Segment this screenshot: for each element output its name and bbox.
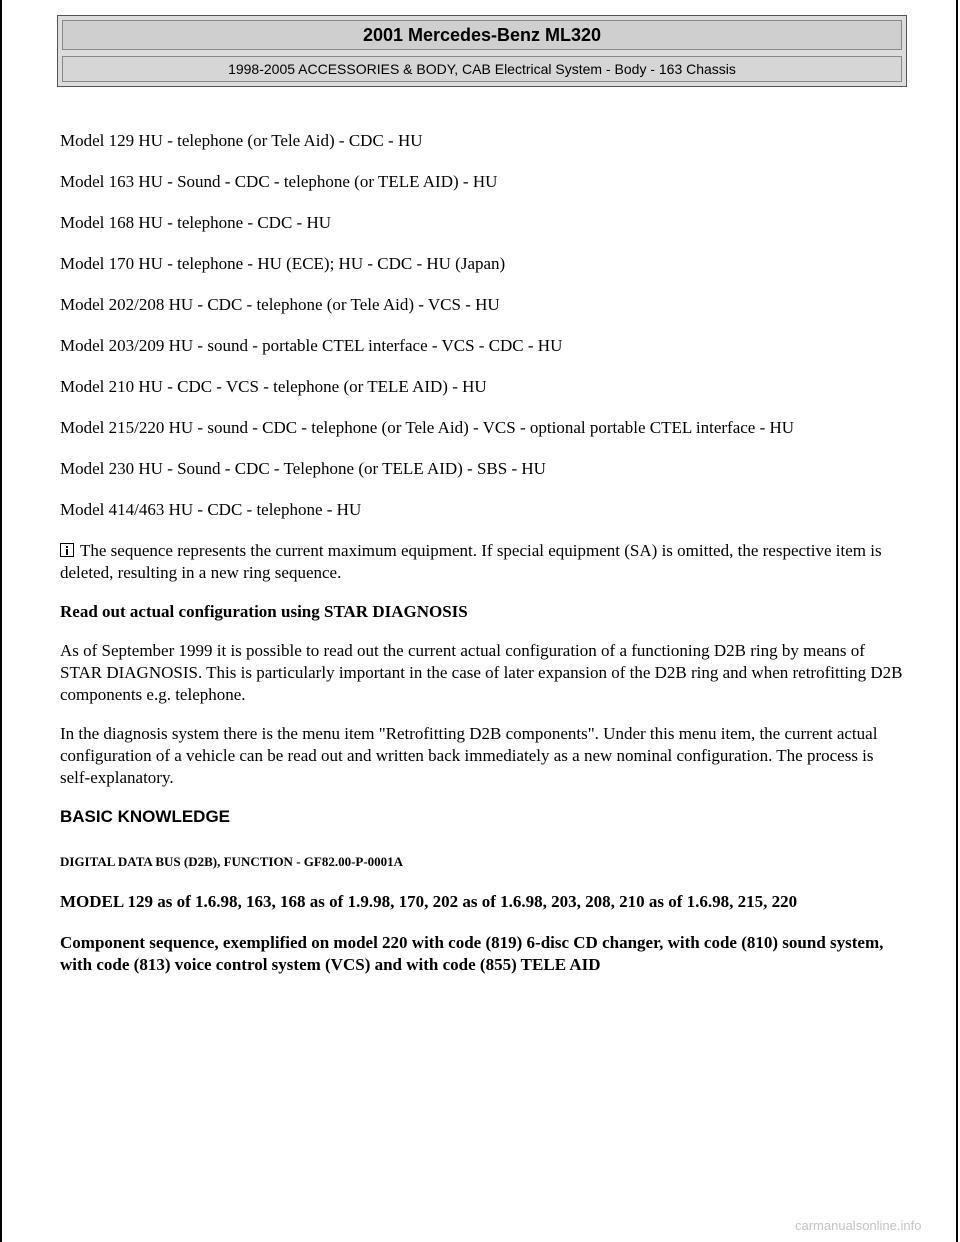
model-line: Model 170 HU - telephone - HU (ECE); HU - CDC - HU (Japan) — [60, 254, 506, 273]
model-line: Model 215/220 HU - sound - CDC - telephone (or Tele Aid) - VCS - optional portable CTEL interface - HU — [60, 418, 795, 437]
component-sequence-heading: Component sequence, exemplified on model 220 with code (819) 6-disc CD changer, with code (810) sound system, with code (813) voice control system (VCS) and with code (855) TELE AID — [60, 933, 884, 974]
note-paragraph — [60, 540, 905, 584]
info-icon — [60, 543, 74, 557]
header-subtitle: 1998-2005 ACCESSORIES & BODY, CAB Electrical System - Body - 163 Chassis — [62, 56, 902, 82]
model-line: Model 203/209 HU - sound - portable CTEL interface - VCS - CDC - HU — [60, 336, 563, 355]
model-applicability-heading: MODEL 129 as of 1.6.98, 163, 168 as of 1.9.98, 170, 202 as of 1.6.98, 203, 208, 210 as of 1.6.98, 215, 220 — [60, 892, 798, 911]
star-diagnosis-paragraph-2: In the diagnosis system there is the menu item "Retrofitting D2B components". Under this menu item, the current actual configuration of a vehicle can be read out and written back immediately as a new nominal configuration. The process is self-explanatory. — [60, 724, 878, 787]
model-line: Model 163 HU - Sound - CDC - telephone (or TELE AID) - HU — [60, 172, 498, 191]
note-text: The sequence represents the current maximum equipment. If special equipment (SA) is omitted, the respective item is deleted, resulting in a new ring sequence. — [60, 541, 882, 582]
model-line: Model 210 HU - CDC - VCS - telephone (or TELE AID) - HU — [60, 377, 487, 396]
model-line: Model 414/463 HU - CDC - telephone - HU — [60, 500, 362, 519]
function-subheading: DIGITAL DATA BUS (D2B), FUNCTION - GF82.00-P-0001A — [60, 854, 404, 869]
model-line: Model 230 HU - Sound - CDC - Telephone (or TELE AID) - SBS - HU — [60, 459, 546, 478]
star-diagnosis-heading: Read out actual configuration using STAR DIAGNOSIS — [60, 602, 468, 621]
page-border-left — [0, 0, 2, 1242]
model-line: Model 168 HU - telephone - CDC - HU — [60, 213, 332, 232]
model-sequence-list — [60, 130, 905, 521]
document-body — [60, 130, 905, 976]
model-line: Model 129 HU - telephone (or Tele Aid) - CDC - HU — [60, 131, 423, 150]
watermark: carmanualsonline.info — [795, 1218, 922, 1233]
basic-knowledge-heading: BASIC KNOWLEDGE — [60, 807, 230, 826]
header-title: 2001 Mercedes-Benz ML320 — [62, 20, 902, 50]
model-line: Model 202/208 HU - CDC - telephone (or Tele Aid) - VCS - HU — [60, 295, 500, 314]
page-border-right — [956, 0, 958, 1242]
star-diagnosis-paragraph-1: As of September 1999 it is possible to read out the current actual configuration of a functioning D2B ring by means of STAR DIAGNOSIS. This is particularly important in the case of later expansion of the D2B ring and when retrofitting D2B components e.g. telephone. — [60, 641, 903, 704]
document-header — [57, 15, 907, 87]
